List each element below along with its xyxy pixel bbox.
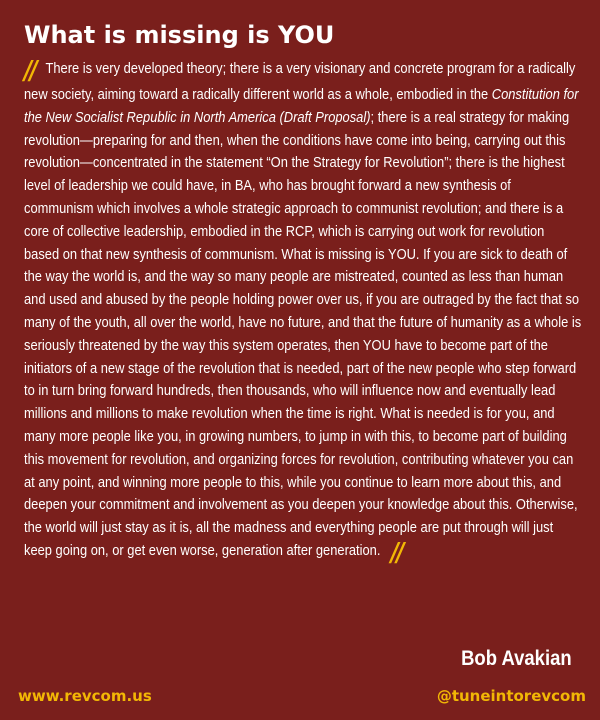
page-title: What is missing is YOU bbox=[24, 21, 335, 49]
book-title: Constitution for the New Socialist Republic in North America (Draft Proposal) bbox=[24, 86, 579, 126]
open-quote-icon: // bbox=[24, 56, 36, 86]
attribution: Bob Avakian bbox=[461, 647, 572, 670]
close-quote-icon: // bbox=[390, 537, 402, 568]
social-handle[interactable]: @tuneintorevcom bbox=[436, 687, 586, 705]
website-link[interactable]: www.revcom.us bbox=[18, 687, 152, 705]
quote-text-part2: ; there is a real strategy for making revolution—preparing for and then, when the conditions have come into being, carrying out this revolution—concentrated in the statement “On the Strategy for Revolution”; there is the highest level of leadership we could have, in BA, who has brought forward a new synthesis of communism which involves a whole strategic approach to communist revolution; and there is a core of collective leadership, embodied in the RCP, which is carrying out work for revolution based on that new synthesis of communism. What is missing is YOU. If you are sick to death of the way the world is, and the way so many people are mistreated, counted as less than human and used and abused by the people holding power over us, if you are outraged by the fact that so many of the youth, all over the world, have no future, and that the future of humanity as a whole is seriously threatened by the way this system operates, then YOU have to become part of the initiators of a new stage of the revolution that is needed, part of the new people who step forward to in turn bring forward hundreds, then thousands, who will influence now and eventually lead millions and millions to make revolution when the time is right. What is needed is for you, and many more people like you, in growing numbers, to jump in with this, to become part of building this movement for revolution, and organizing forces for revolution, contributing whatever you can at any point, and winning more people to this, while you continue to learn more about this, and deepen your commitment and involvement as you deepen your knowledge about this. Otherwise, the world will just stay as it is, all the madness and everything people are put through will just keep going on, or get even worse, generation after generation. bbox=[24, 108, 582, 559]
quote-text-part1: There is very developed theory; there is a very visionary and concrete program for a radically new society, aiming toward a radically different world as a whole, embodied in the bbox=[24, 60, 576, 103]
quote-body bbox=[24, 58, 582, 566]
